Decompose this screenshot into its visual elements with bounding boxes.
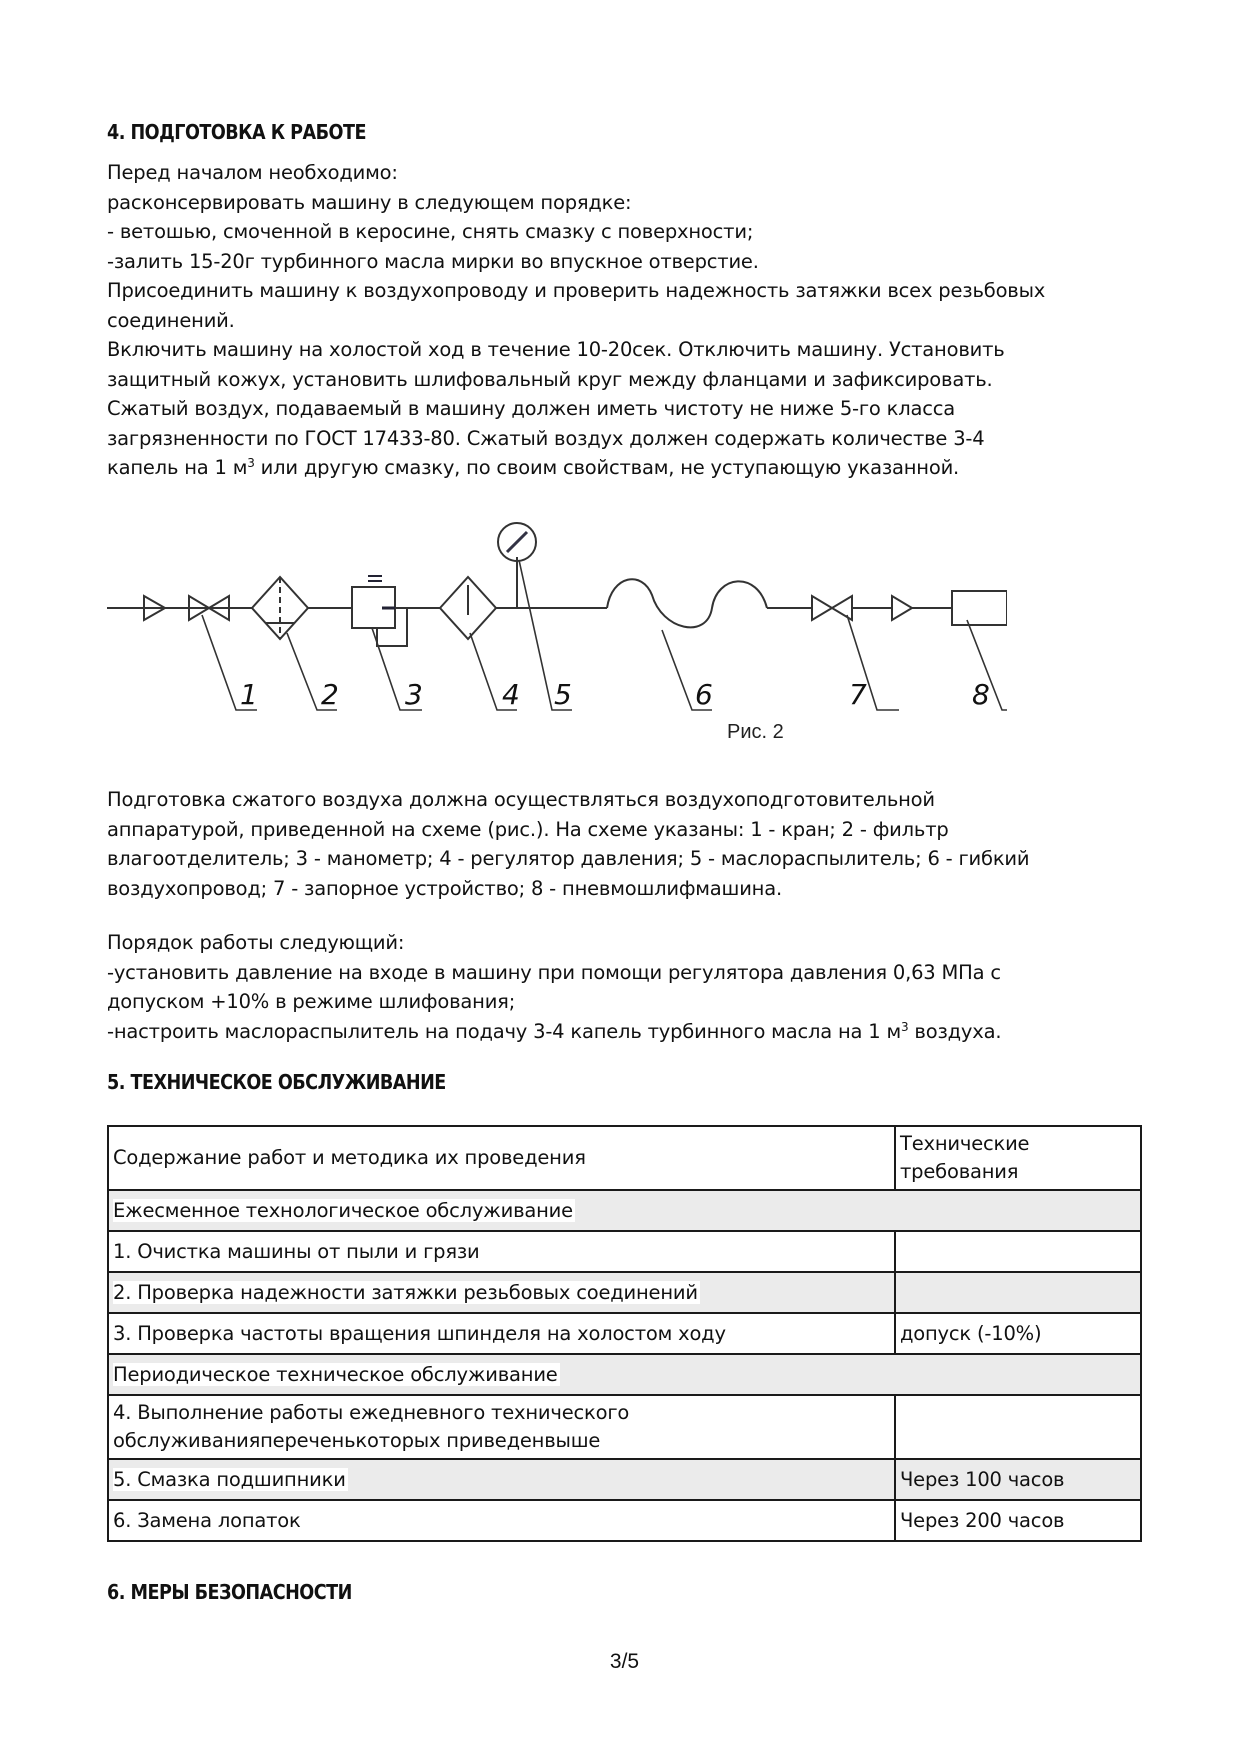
table-cell: 3. Проверка частоты вращения шпинделя на холостом ходу xyxy=(108,1313,895,1354)
text-line: -установить давление на входе в машину при помощи регулятора давления 0,63 МПа с xyxy=(107,960,1001,984)
callout-label: 1 xyxy=(240,678,258,711)
scheme-diagram xyxy=(107,515,1007,755)
table-row xyxy=(108,1395,1141,1459)
text-line: Подготовка сжатого воздуха должна осуществляться воздухоподготовительной xyxy=(107,788,935,811)
table-row xyxy=(108,1459,1141,1500)
section-5-heading: 5. ТЕХНИЧЕСКОЕ ОБСЛУЖИВАНИЕ xyxy=(107,1070,446,1094)
table-cell: 4. Выполнение работы ежедневного технического обслуживанияпереченькоторых приведенвыше xyxy=(108,1395,895,1459)
table-cell: допуск (-10%) xyxy=(895,1313,1141,1354)
table-cell: Через 100 часов xyxy=(895,1459,1141,1500)
callout-label: 4 xyxy=(502,678,520,711)
table-cell: Через 200 часов xyxy=(895,1500,1141,1541)
group-row xyxy=(108,1354,1141,1395)
group-title xyxy=(108,1190,1141,1231)
text-line: допуском +10% в режиме шлифования; xyxy=(107,990,516,1013)
operating-order xyxy=(107,928,1001,1046)
callout-label: 6 xyxy=(695,678,713,711)
column-header: Содержание работ и методика их проведения xyxy=(108,1126,895,1190)
cell-text: 5. Смазка подшипники xyxy=(113,1467,346,1491)
flexible-hose-icon xyxy=(607,579,767,627)
text-fragment: воздуха. xyxy=(908,1019,1002,1043)
table-row xyxy=(108,1500,1141,1541)
superscript: 3 xyxy=(247,456,255,470)
table-cell xyxy=(895,1395,1141,1459)
text-line: - ветошью, смоченной в керосине, снять смазку с поверхности; xyxy=(107,220,754,243)
group-title-text: Ежесменное технологическое обслуживание xyxy=(113,1198,573,1222)
text-line: защитный кожух, установить шлифовальный круг между фланцами и зафиксировать. xyxy=(107,367,993,391)
text-line: Присоединить машину к воздухопроводу и проверить надежность затяжки всех резьбовых xyxy=(107,279,1046,302)
text-line: Порядок работы следующий: xyxy=(107,931,405,954)
text-line xyxy=(107,453,1045,483)
page-number: 3/5 xyxy=(609,1650,640,1673)
table-row xyxy=(108,1272,1141,1313)
callout-label: 7 xyxy=(849,678,867,711)
text-line: расконсервировать машину в следующем порядке: xyxy=(107,190,632,214)
column-header: Технические требования xyxy=(895,1126,1141,1190)
pneumatic-scheme-figure xyxy=(107,515,1007,755)
text-line: Включить машину на холостой ход в течение 10-20сек. Отключить машину. Установить xyxy=(107,338,1005,361)
callout-label: 2 xyxy=(321,678,339,711)
text-line xyxy=(107,1017,1001,1047)
callout-label: 3 xyxy=(405,678,423,711)
text-line: Перед началом необходимо: xyxy=(107,161,398,184)
table-cell xyxy=(895,1272,1141,1313)
text-fragment: капель на 1 м xyxy=(107,456,248,479)
callout-label: 5 xyxy=(554,678,572,711)
text-fragment: -настроить маслораспылитель на подачу 3-4 капель турбинного масла на 1 м xyxy=(107,1019,901,1043)
table-cell xyxy=(895,1231,1141,1272)
text-fragment: или другую смазку, по своим свойствам, не уступающую указанной. xyxy=(254,456,960,479)
table-cell xyxy=(108,1459,895,1500)
group-title xyxy=(108,1354,1141,1395)
text-line: аппаратурой, приведенной на схеме (рис.). На схеме указаны: 1 - кран; 2 - фильтр xyxy=(107,817,949,841)
table-row xyxy=(108,1313,1141,1354)
maintenance-table xyxy=(107,1125,1142,1542)
group-row xyxy=(108,1190,1141,1231)
grinder-icon xyxy=(952,591,1007,625)
section-6-heading: 6. МЕРЫ БЕЗОПАСНОСТИ xyxy=(107,1580,352,1604)
text-line: влагоотделитель; 3 - манометр; 4 - регулятор давления; 5 - маслораспылитель; 6 - гибкий xyxy=(107,847,1030,870)
section-4-heading: 4. ПОДГОТОВКА К РАБОТЕ xyxy=(107,120,366,144)
table-header-row xyxy=(108,1126,1141,1190)
cell-text: 2. Проверка надежности затяжки резьбовых соединений xyxy=(113,1280,698,1304)
text-line: Сжатый воздух, подаваемый в машину должен иметь чистоту не ниже 5-го класса xyxy=(107,397,956,420)
text-line: воздухопровод; 7 - запорное устройство; 8 - пневмошлифмашина. xyxy=(107,876,782,900)
group-title-text: Периодическое техническое обслуживание xyxy=(113,1362,558,1386)
table-row xyxy=(108,1231,1141,1272)
callout-label: 8 xyxy=(972,678,990,711)
text-line: -залить 15-20г турбинного масла мирки во впускное отверстие. xyxy=(107,249,759,273)
table-cell: 1. Очистка машины от пыли и грязи xyxy=(108,1231,895,1272)
text-line: загрязненности по ГОСТ 17433-80. Сжатый воздух должен содержать количестве 3-4 xyxy=(107,426,985,450)
shutoff-valve-icon xyxy=(812,596,832,620)
text-line: соединений. xyxy=(107,308,235,332)
superscript: 3 xyxy=(901,1019,909,1034)
scheme-description xyxy=(107,785,1029,903)
section-4-intro xyxy=(107,158,1045,483)
table-cell xyxy=(108,1272,895,1313)
table-cell: 6. Замена лопаток xyxy=(108,1500,895,1541)
figure-caption: Рис. 2 xyxy=(727,721,784,743)
